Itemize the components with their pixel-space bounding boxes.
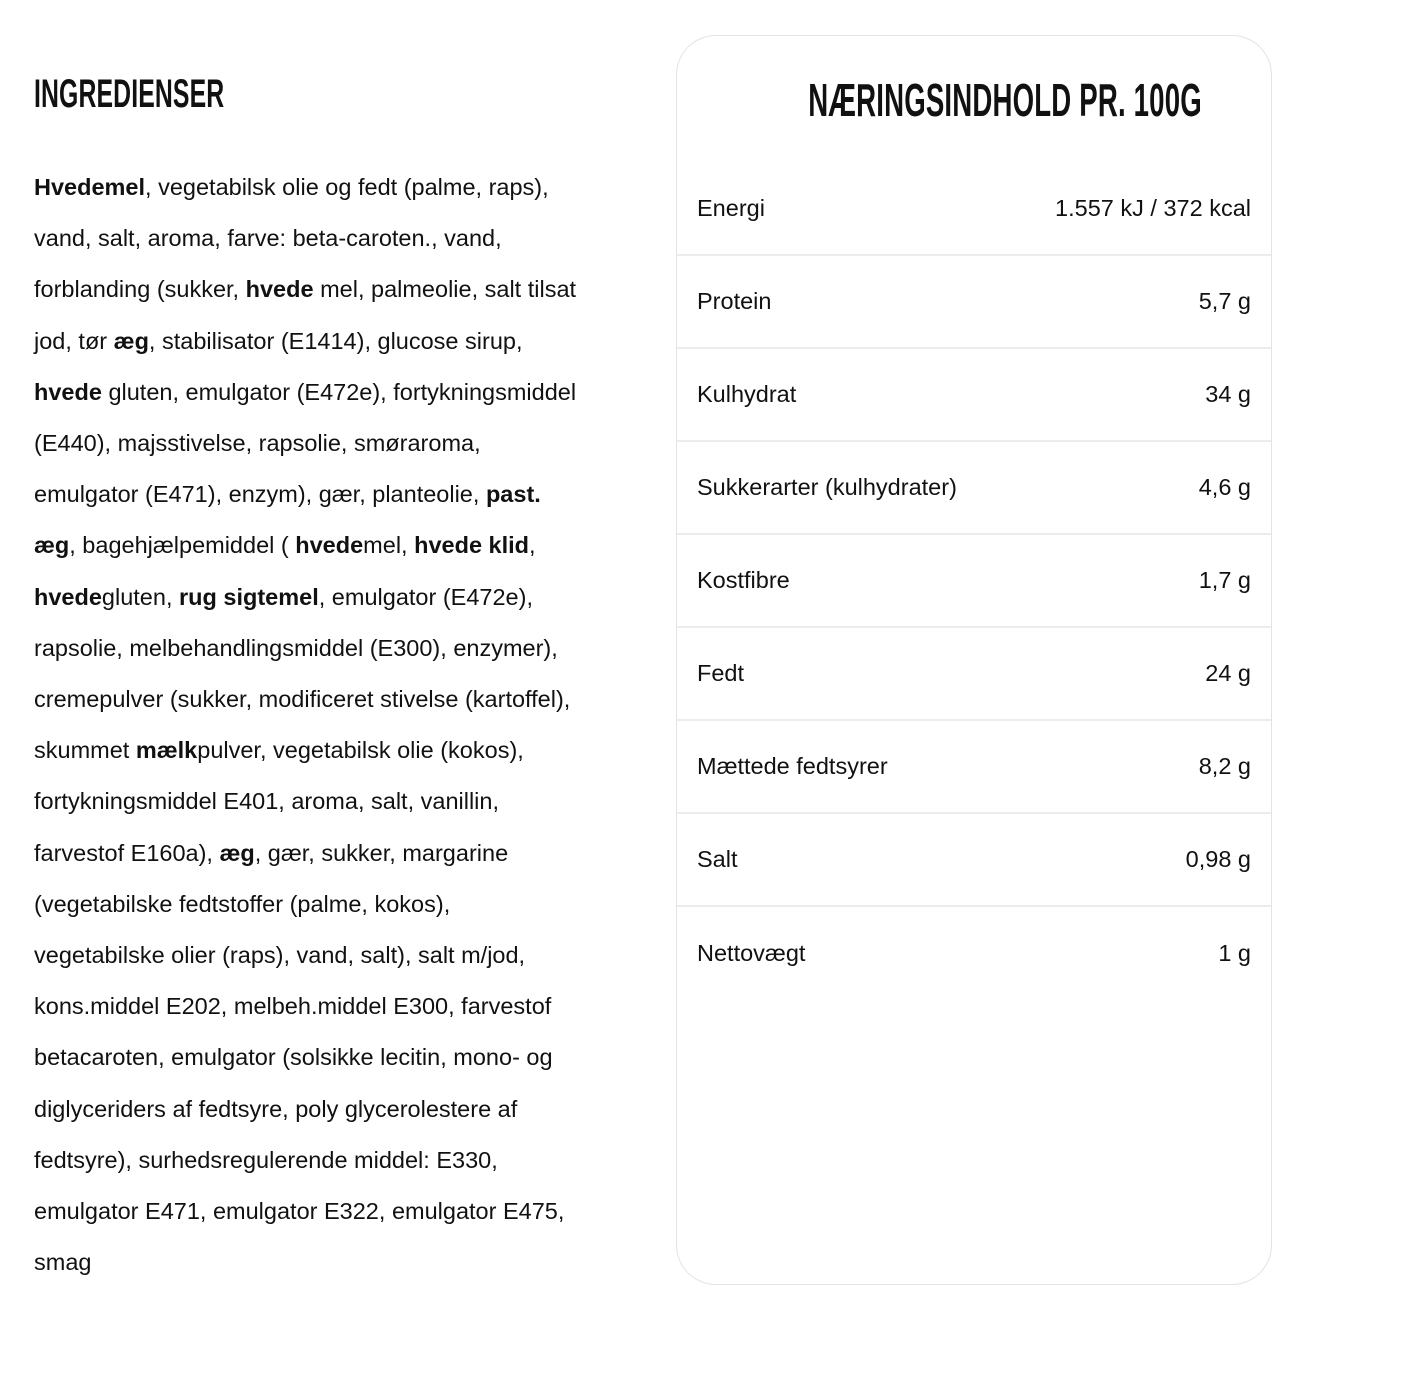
nutrition-label: Protein: [697, 288, 772, 314]
ingredient-text: gluten, emulgator (E472e), fortykningsmiddel: [101, 378, 577, 405]
ingredient-text: ,: [529, 532, 536, 559]
ingredients-line: [34, 367, 634, 418]
nutrition-value: 1,7 g: [1198, 567, 1251, 593]
ingredients-line: [34, 981, 634, 1032]
ingredients-line: [34, 879, 634, 930]
allergen-text: rug sigtemel: [179, 583, 319, 610]
ingredients-line: [34, 213, 634, 264]
ingredient-text: cremepulver (sukker, modificeret stivelse (kartoffel),: [34, 686, 571, 713]
nutrition-row: [677, 256, 1271, 349]
allergen-text: Hvedemel: [34, 174, 146, 200]
allergen-text: hvede: [34, 378, 102, 405]
ingredients-line: [34, 1084, 634, 1135]
ingredient-text: kons.middel E202, melbeh.middel E300, farvestof: [34, 993, 552, 1020]
nutrition-table: [677, 163, 1271, 1000]
allergen-text: past.: [485, 481, 541, 508]
ingredient-text: diglyceriders af fedtsyre, poly glycerolestere af: [34, 1095, 518, 1122]
nutrition-label: Nettovægt: [697, 940, 806, 966]
allergen-text: hvede: [295, 532, 364, 559]
ingredients-line: [34, 418, 634, 469]
ingredients-line: [34, 1135, 634, 1186]
nutrition-value: 5,7 g: [1198, 288, 1251, 314]
allergen-text: æg: [113, 327, 149, 354]
ingredients-line: [34, 264, 634, 315]
ingredients-line: [34, 828, 634, 879]
nutrition-row: [677, 163, 1271, 256]
nutrition-value: 4,6 g: [1198, 474, 1251, 500]
nutrition-row: [677, 535, 1271, 628]
ingredients-line: [34, 776, 634, 827]
nutrition-label: Kulhydrat: [697, 381, 797, 407]
ingredients-heading: INGREDIENSER: [34, 72, 225, 116]
ingredients-line: [34, 469, 634, 520]
nutrition-heading-text: NÆRINGSINDHOLD PR. 100G: [808, 74, 1202, 126]
nutrition-label: Kostfibre: [697, 567, 790, 593]
nutrition-row: [677, 907, 1271, 1000]
allergen-text: hvede: [245, 276, 314, 303]
allergen-text: hvede: [34, 583, 102, 610]
nutrition-value: 1 g: [1218, 940, 1251, 966]
allergen-text: æg: [34, 532, 70, 559]
ingredient-text: forblanding (sukker,: [34, 276, 246, 303]
ingredients-line: [34, 572, 634, 623]
ingredient-text: emulgator (E471), enzym), gær, planteolie,: [34, 481, 486, 508]
ingredient-text: emulgator E471, emulgator E322, emulgator E475,: [34, 1198, 565, 1225]
nutrition-value: 1.557 kJ / 372 kcal: [1055, 195, 1251, 221]
ingredient-text: farvestof E160a),: [34, 839, 220, 866]
ingredient-text: skummet: [34, 737, 136, 764]
ingredient-text: jod, tør: [34, 327, 114, 354]
nutrition-row: [677, 628, 1271, 721]
nutrition-row: [677, 349, 1271, 442]
nutrition-label: Mættede fedtsyrer: [697, 753, 888, 779]
allergen-text: mælk: [135, 737, 198, 764]
nutrition-card: [676, 35, 1272, 1285]
ingredients-line: [34, 1032, 634, 1083]
nutrition-label: Fedt: [697, 660, 745, 686]
ingredient-text: , bagehjælpemiddel (: [69, 532, 296, 559]
ingredient-text: rapsolie, melbehandlingsmiddel (E300), enzymer),: [34, 634, 558, 661]
nutrition-heading: [677, 70, 1271, 130]
ingredient-text: , stabilisator (E1414), glucose sirup,: [148, 327, 523, 354]
ingredients-line: [34, 162, 634, 213]
nutrition-label: Salt: [697, 846, 738, 872]
ingredients-line: [34, 1237, 634, 1288]
ingredient-text: pulver, vegetabilsk olie (kokos),: [197, 737, 524, 764]
nutrition-row: [677, 814, 1271, 907]
ingredient-text: , emulgator (E472e),: [318, 583, 533, 610]
nutrition-value: 0,98 g: [1185, 846, 1251, 872]
ingredient-text: (E440), majsstivelse, rapsolie, smøraroma,: [34, 430, 481, 457]
nutrition-row: [677, 442, 1271, 535]
ingredients-section: [34, 62, 634, 1276]
ingredient-text: fortykningsmiddel E401, aroma, salt, vanillin,: [34, 788, 499, 815]
allergen-text: hvede klid: [414, 532, 530, 559]
ingredients-line: [34, 674, 634, 725]
ingredients-line: [34, 520, 634, 571]
ingredients-text: [34, 162, 634, 1288]
nutrition-value: 8,2 g: [1198, 753, 1251, 779]
ingredients-line: [34, 930, 634, 981]
ingredients-line: [34, 1186, 634, 1237]
ingredient-text: (vegetabilske fedtstoffer (palme, kokos),: [34, 890, 451, 917]
ingredients-line: [34, 623, 634, 674]
ingredient-text: , vegetabilsk olie og fedt (palme, raps),: [145, 174, 549, 200]
ingredient-text: gluten,: [101, 583, 180, 610]
ingredients-line: [34, 316, 634, 367]
nutrition-value: 24 g: [1205, 660, 1251, 686]
ingredient-text: vand, salt, aroma, farve: beta-caroten., vand,: [34, 225, 502, 252]
ingredients-line: [34, 725, 634, 776]
ingredient-text: smag: [34, 1249, 92, 1276]
nutrition-value: 34 g: [1205, 381, 1251, 407]
nutrition-row: [677, 721, 1271, 814]
ingredient-text: vegetabilske olier (raps), vand, salt), salt m/jod,: [34, 942, 526, 969]
ingredient-text: mel, palmeolie, salt tilsat: [313, 276, 577, 303]
allergen-text: æg: [219, 839, 255, 866]
ingredient-text: fedtsyre), surhedsregulerende middel: E330,: [34, 1146, 498, 1173]
nutrition-label: Energi: [697, 195, 765, 221]
ingredient-text: mel,: [363, 532, 415, 559]
nutrition-label: Sukkerarter (kulhydrater): [697, 474, 957, 500]
ingredient-text: betacaroten, emulgator (solsikke lecitin, mono- og: [34, 1044, 553, 1071]
ingredient-text: , gær, sukker, margarine: [254, 839, 509, 866]
